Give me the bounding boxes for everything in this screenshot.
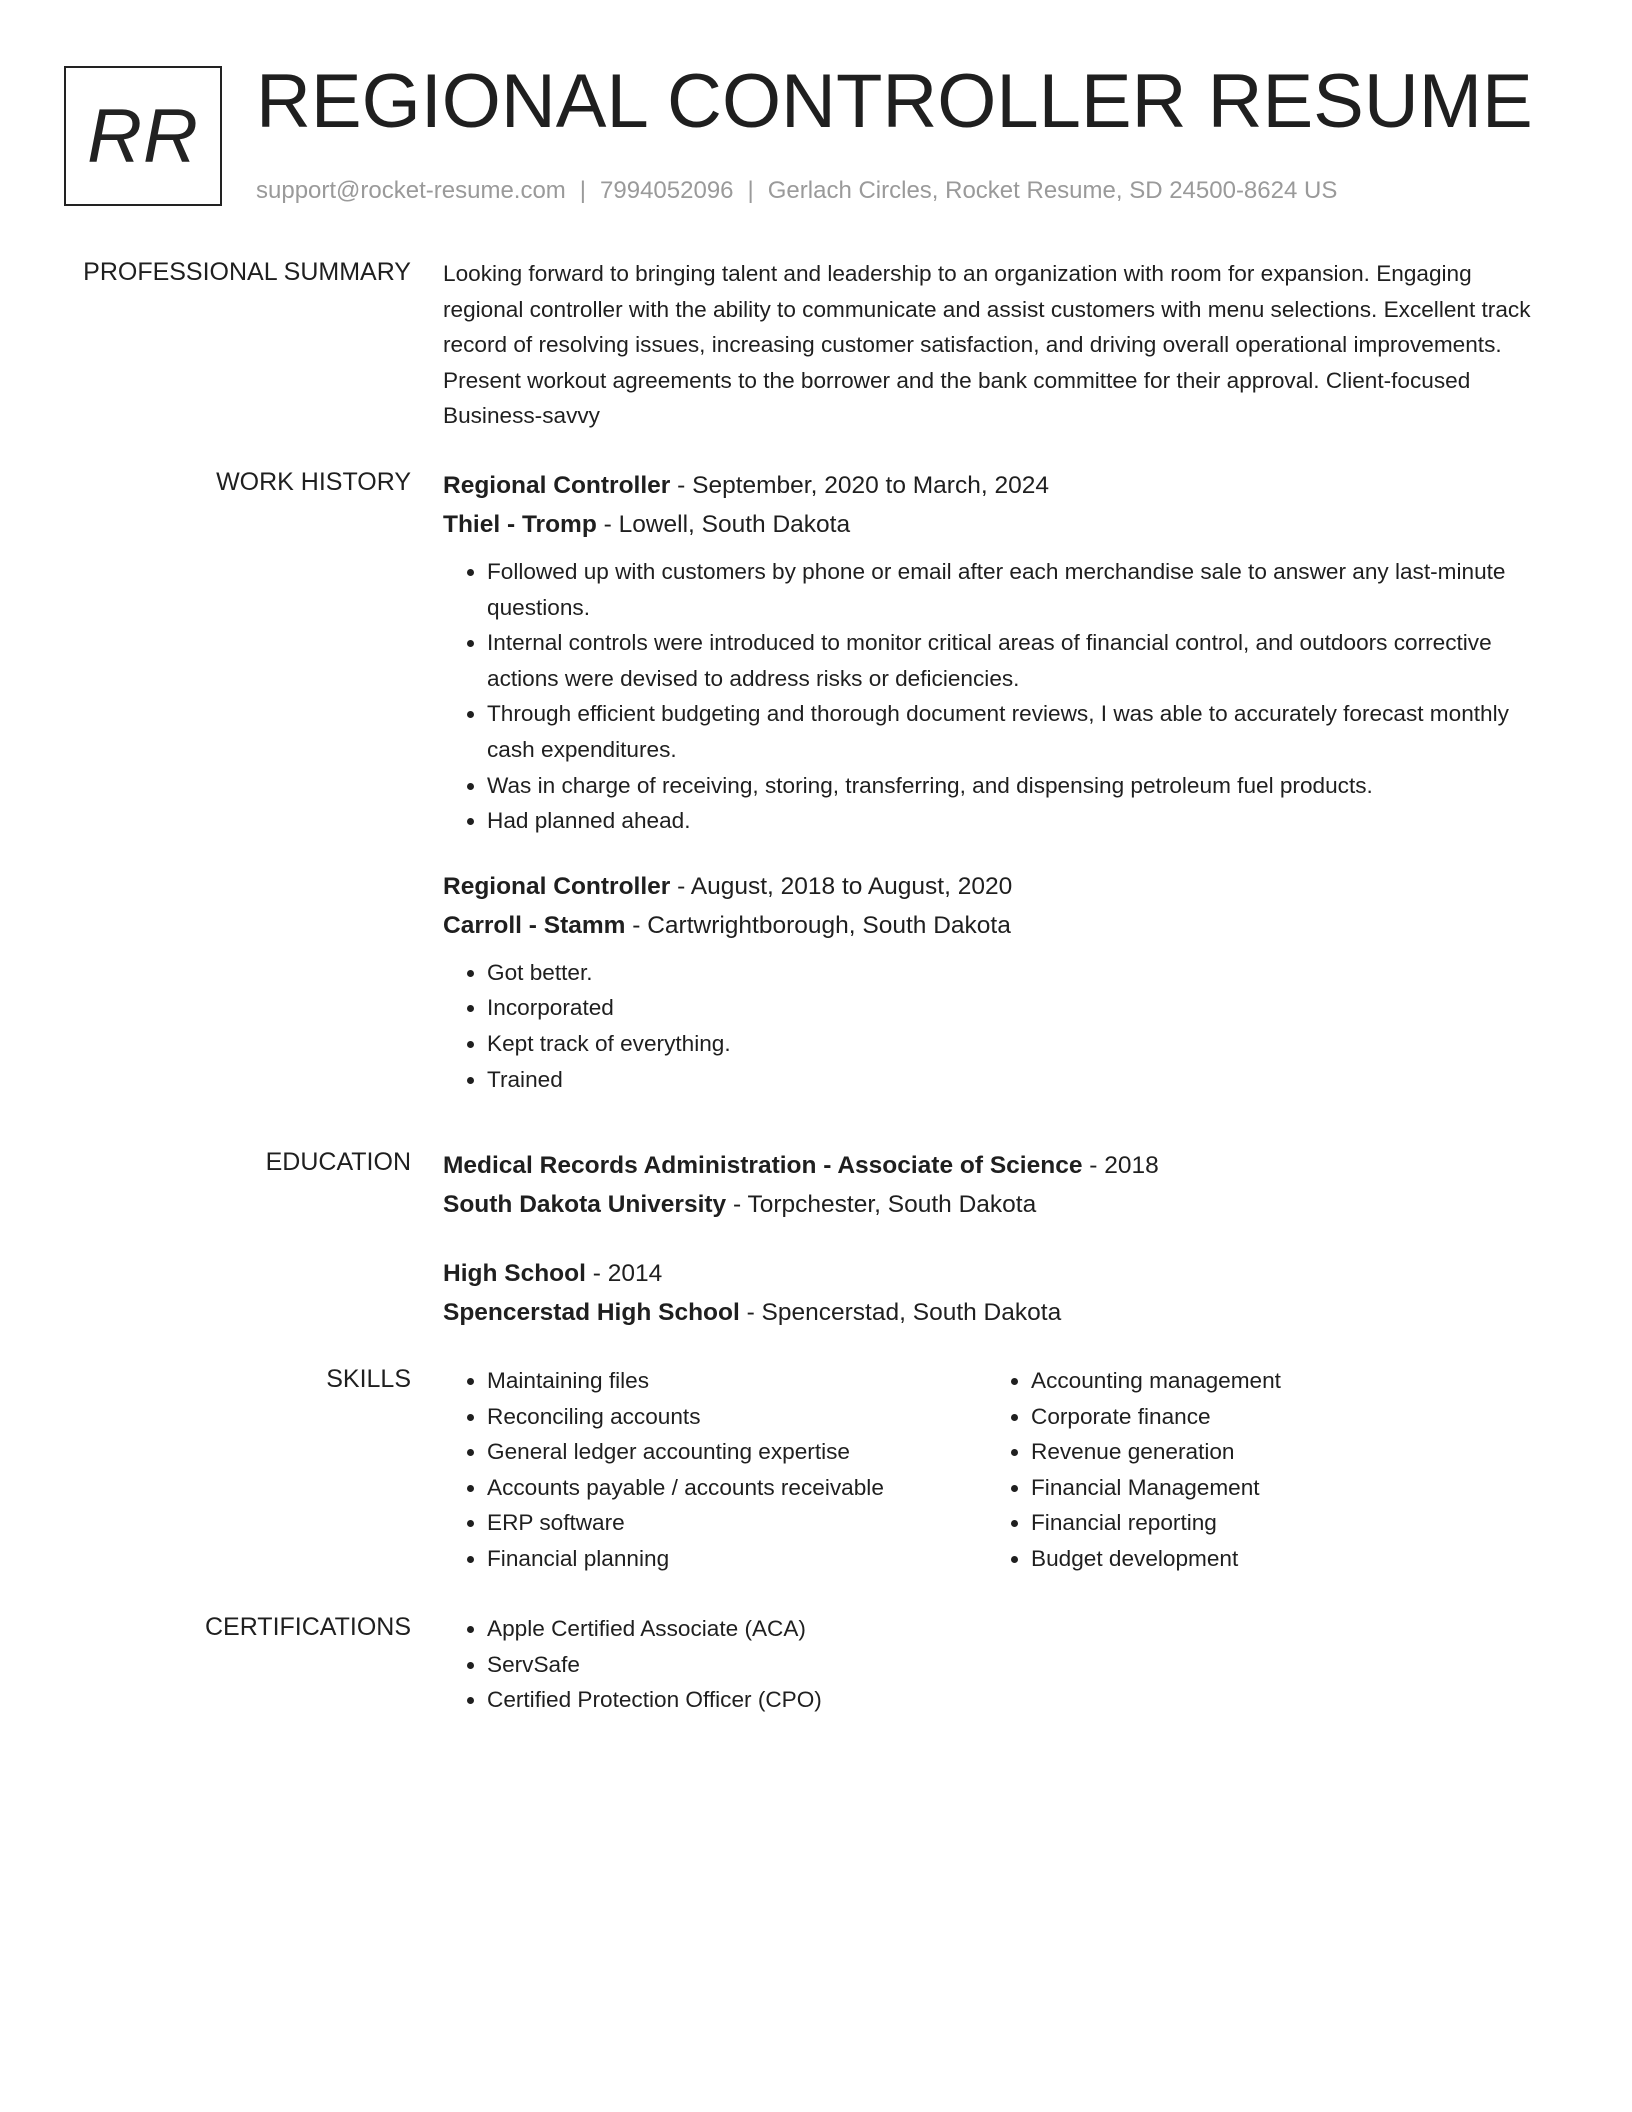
list-item: • Trained	[487, 1062, 1533, 1098]
list-item: • Reconciling accounts	[487, 1399, 987, 1435]
monogram-logo: RR	[64, 66, 222, 206]
job-bullets	[443, 554, 1533, 839]
list-item: • Apple Certified Associate (ACA)	[487, 1611, 1533, 1647]
job-bullets	[443, 955, 1533, 1097]
job-title: Regional Controller	[443, 472, 671, 499]
list-item: • Budget development	[1031, 1541, 1487, 1577]
job-company-line	[443, 906, 1533, 945]
skills-columns	[443, 1363, 1533, 1577]
summary-text: Looking forward to bringing talent and leadership to an organization with room for expansion. Engaging regional controller with the ability to communicate and assist customers with menu selections. Excellent track record of resolving issues, increasing customer satisfaction, and driving overall operational improvements. Present workout agreements to the borrower and the bank committee for their approval. Client-focused Business-savvy	[443, 261, 1531, 429]
education-degree-line	[443, 1146, 1533, 1185]
job-company-line	[443, 505, 1533, 544]
list-item: • Financial Management	[1031, 1470, 1487, 1506]
summary-body	[443, 256, 1533, 434]
list-item: • Kept track of everything.	[487, 1026, 1533, 1062]
job-location: - Cartwrightborough, South Dakota	[625, 911, 1011, 939]
list-item: • Corporate finance	[1031, 1399, 1487, 1435]
skills-column-left	[443, 1363, 987, 1577]
list-item: • Maintaining files	[487, 1363, 987, 1399]
work-history-body	[443, 466, 1533, 1125]
list-item: • Had planned ahead.	[487, 803, 1533, 839]
list-item: • Financial reporting	[1031, 1505, 1487, 1541]
education-entry	[443, 1146, 1533, 1224]
certifications-body	[443, 1611, 1533, 1718]
list-item: • Internal controls were introduced to monitor critical areas of financial control, and outdoors corrective actions were devised to address risks or deficiencies.	[487, 625, 1533, 696]
job-company: Carroll - Stamm	[443, 911, 626, 939]
education-school-line	[443, 1185, 1533, 1224]
education-degree: Medical Records Administration - Associate of Science	[443, 1152, 1083, 1179]
list-item: • Got better.	[487, 955, 1533, 991]
job-dates: - September, 2020 to March, 2024	[670, 472, 1049, 499]
education-degree: High School	[443, 1260, 586, 1287]
education-body	[443, 1146, 1533, 1362]
education-school: Spencerstad High School	[443, 1299, 740, 1326]
list-item: • General ledger accounting expertise	[487, 1434, 987, 1470]
list-item: • ServSafe	[487, 1647, 1533, 1683]
contact-email: support@rocket-resume.com	[256, 177, 566, 204]
job-company: Thiel - Tromp	[443, 511, 597, 538]
section-label-certifications: CERTIFICATIONS	[204, 1613, 411, 1641]
job-title-line	[443, 466, 1533, 505]
list-item: • Through efficient budgeting and thorough document reviews, I was able to accurately forecast monthly cash expenditures.	[487, 696, 1533, 767]
list-item: • Financial planning	[487, 1541, 987, 1577]
list-item: • Accounting management	[1031, 1363, 1487, 1399]
education-location: - Spencerstad, South Dakota	[739, 1299, 1062, 1326]
education-school: South Dakota University	[443, 1191, 727, 1218]
resume-title: REGIONAL CONTROLLER RESUME	[256, 59, 1533, 144]
education-degree-line	[443, 1254, 1533, 1293]
education-entry	[443, 1254, 1533, 1332]
education-year: - 2014	[585, 1260, 663, 1287]
job-entry	[443, 867, 1533, 1097]
education-school-line	[443, 1293, 1533, 1332]
section-label-summary: PROFESSIONAL SUMMARY	[83, 258, 411, 286]
job-title: Regional Controller	[443, 872, 671, 900]
contact-address: Gerlach Circles, Rocket Resume, SD 24500-8624 US	[767, 177, 1338, 204]
list-item: • Incorporated	[487, 990, 1533, 1026]
education-year: - 2018	[1082, 1152, 1159, 1179]
section-label-work-history: WORK HISTORY	[216, 468, 411, 496]
list-item: • Was in charge of receiving, storing, transferring, and dispensing petroleum fuel products.	[487, 768, 1533, 804]
skills-body	[443, 1363, 1533, 1577]
certifications-list	[443, 1611, 1533, 1718]
list-item: • Followed up with customers by phone or email after each merchandise sale to answer any last-minute questions.	[487, 554, 1533, 625]
list-item: • Accounts payable / accounts receivable	[487, 1470, 987, 1506]
contact-phone: 7994052096	[600, 177, 734, 204]
skills-list	[987, 1363, 1487, 1577]
section-label-education: EDUCATION	[265, 1148, 411, 1176]
job-location: - Lowell, South Dakota	[596, 511, 851, 538]
contact-line	[256, 176, 1337, 206]
skills-column-right	[987, 1363, 1487, 1577]
section-label-skills: SKILLS	[326, 1365, 411, 1393]
list-item: • Certified Protection Officer (CPO)	[487, 1682, 1533, 1718]
job-dates: - August, 2018 to August, 2020	[670, 872, 1013, 900]
skills-list	[443, 1363, 987, 1577]
job-title-line	[443, 867, 1533, 906]
contact-separator: |	[579, 177, 587, 204]
job-entry	[443, 466, 1533, 839]
list-item: • Revenue generation	[1031, 1434, 1487, 1470]
education-location: - Torpchester, South Dakota	[726, 1191, 1037, 1218]
list-item: • ERP software	[487, 1505, 987, 1541]
contact-separator: |	[747, 177, 754, 204]
